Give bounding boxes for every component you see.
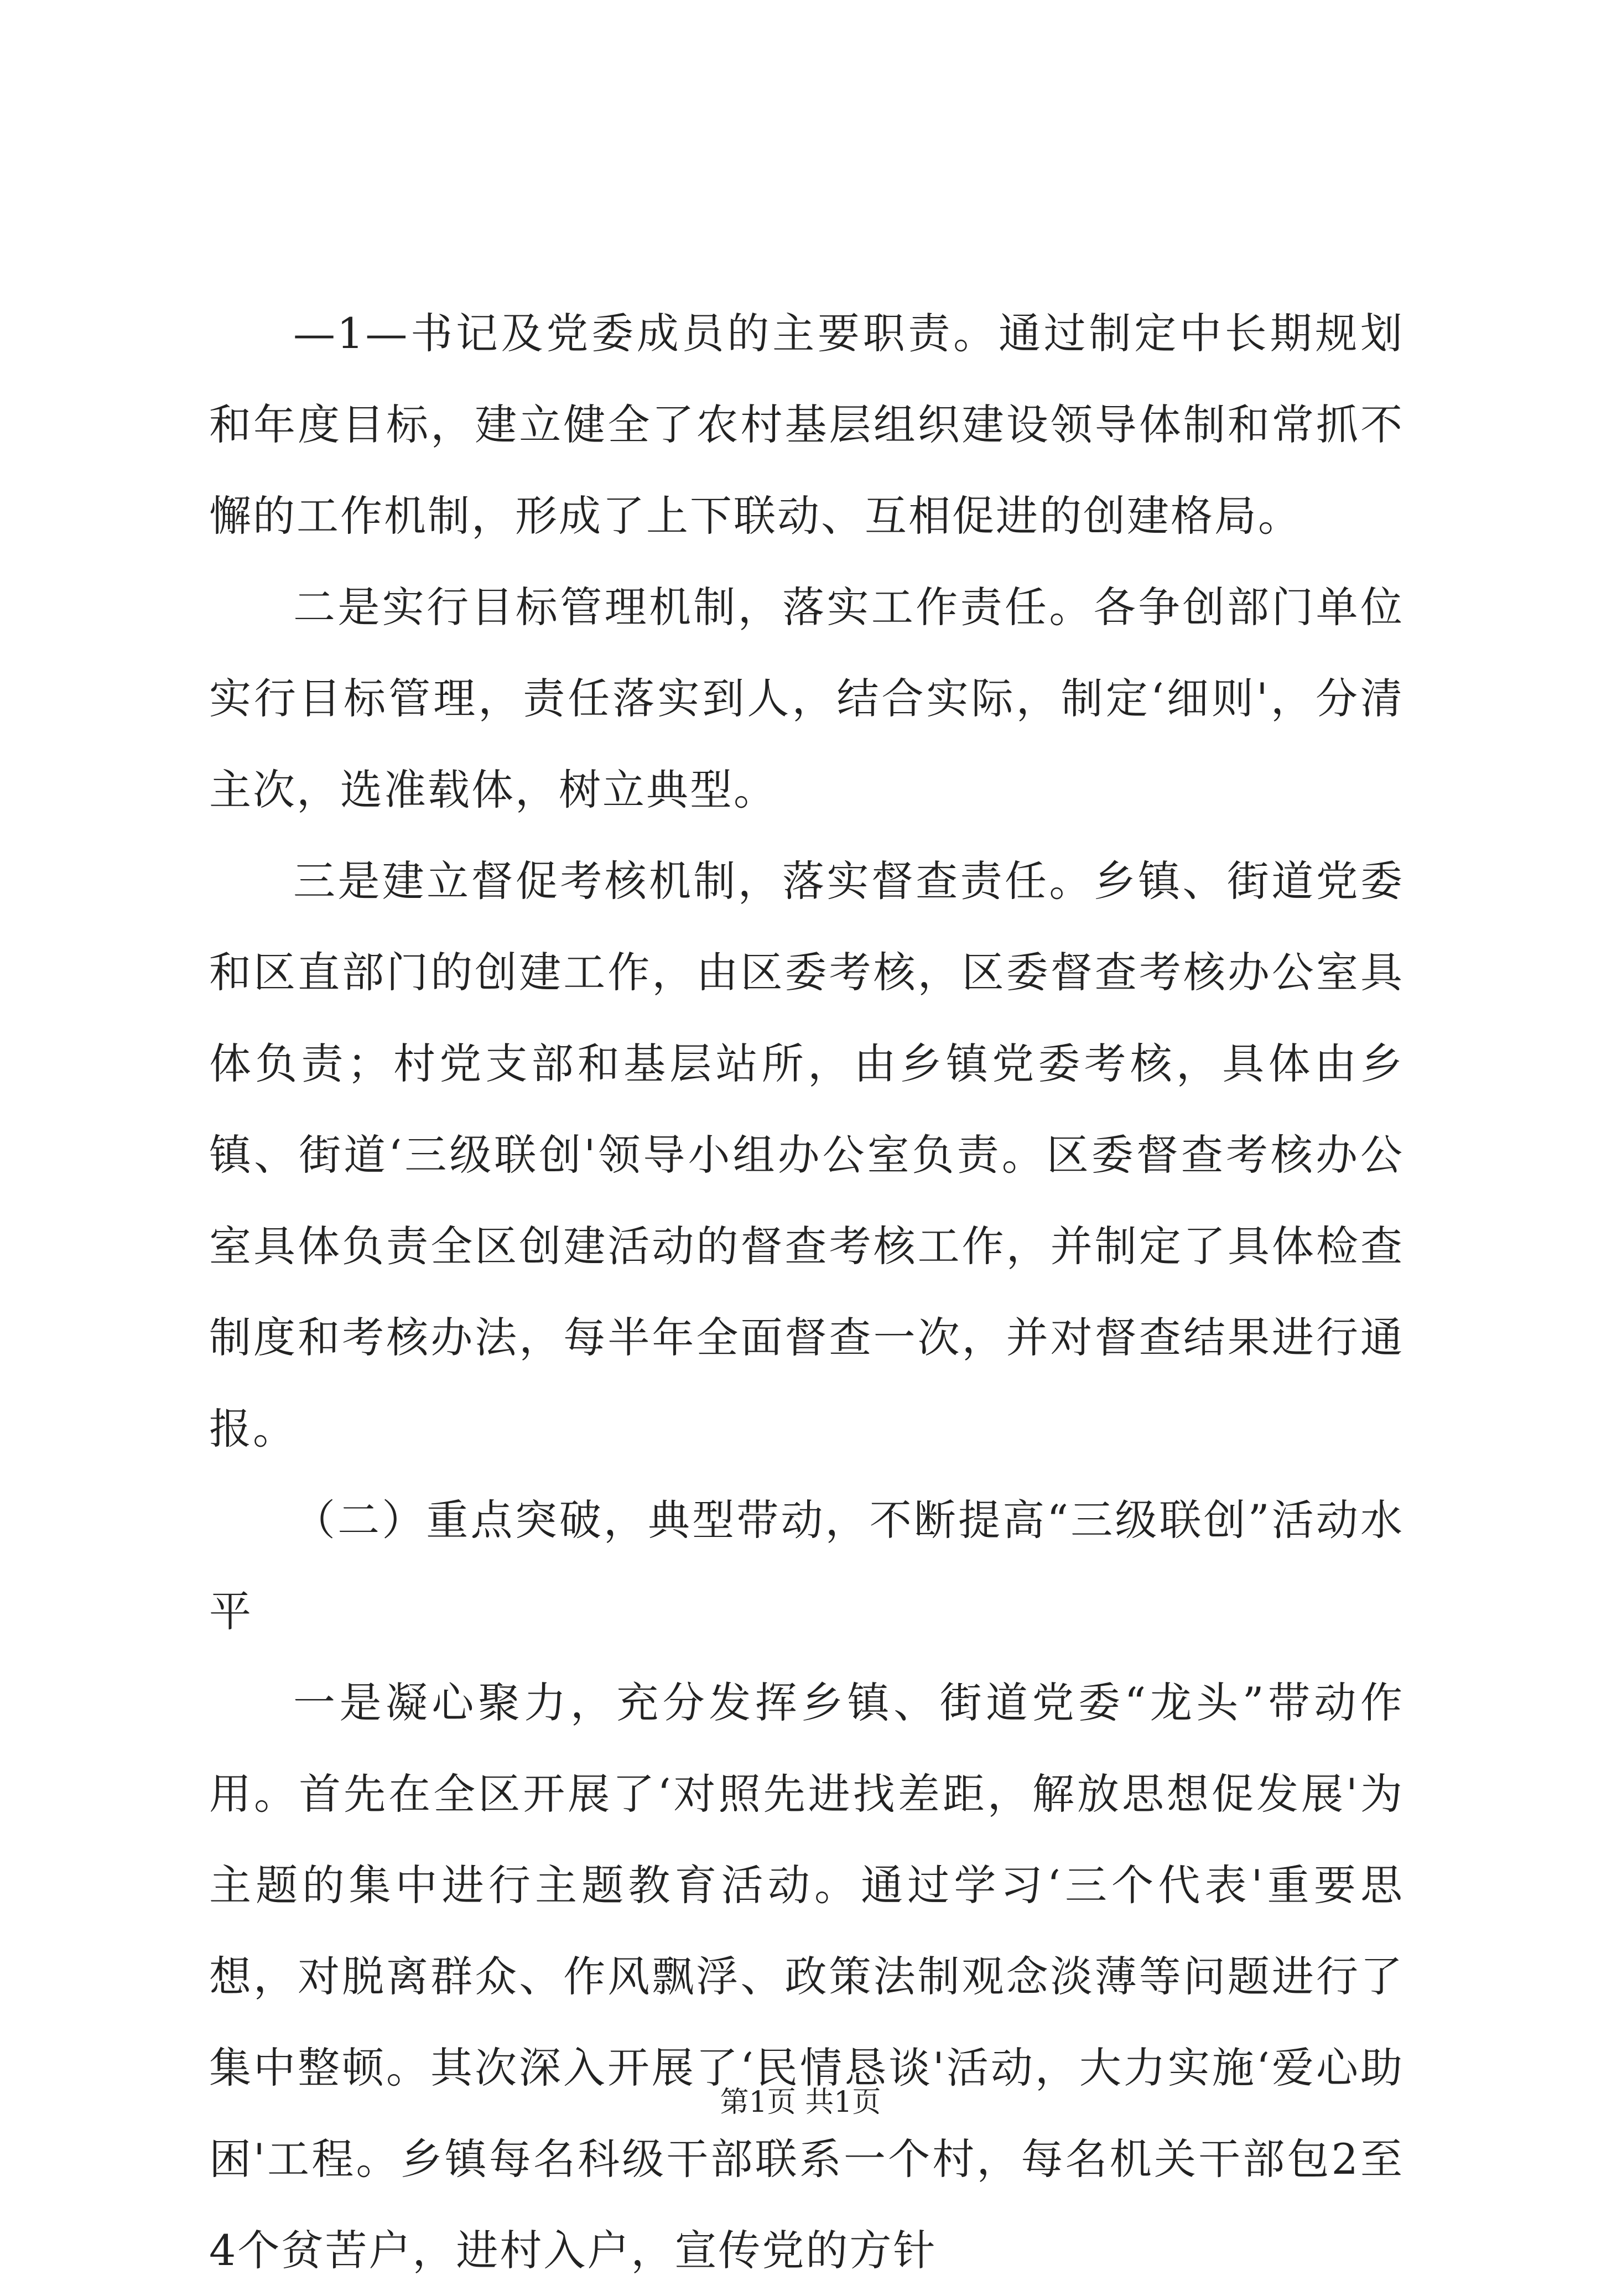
paragraph-leading-role: 一是凝心聚力，充分发挥乡镇、街道党委“龙头”带动作用。首先在全区开展了‘对照先进找差距，解放思想促发展'为主题的集中进行主题教育活动。通过学习‘三个代表'重要思想，对脱离群众、作风飘浮、政策法制观念淡薄等问题进行了集中整顿。其次深入开展了‘民情恳谈'活动，大力实施‘爱心助困'工程。乡镇每名科级干部联系一个村，每名机关干部包2至4个贫苦户，进村入户，宣传党的方针 — [209, 1678, 1404, 2275]
document-body — [209, 288, 1404, 2296]
paragraph-target-management: 二是实行目标管理机制，落实工作责任。各争创部门单位实行目标管理，责任落实到人，结合实际，制定‘细则'，分清主次，选准载体，树立典型。 — [209, 583, 1404, 814]
page-number-footer: 第1页 共1页 — [720, 2086, 881, 2119]
paragraph-responsibility: —1—书记及党委成员的主要职责。通过制定中长期规划和年度目标，建立健全了农村基层组织建设领导体制和常抓不懈的工作机制，形成了上下联动、互相促进的创建格局。 — [209, 309, 1404, 541]
section-heading-two: （二）重点突破，典型带动，不断提高“三级联创”活动水平 — [209, 1495, 1404, 1636]
paragraph-supervision-assessment: 三是建立督促考核机制，落实督查责任。乡镇、街道党委和区直部门的创建工作，由区委考核，区委督查考核办公室具体负责；村党支部和基层站所，由乡镇党委考核，具体由乡镇、街道‘三级联创'领导小组办公室负责。区委督查考核办公室具体负责全区创建活动的督查考核工作，并制定了具体检查制度和考核办法，每半年全面督查一次，并对督查结果进行通报。 — [209, 856, 1404, 1453]
